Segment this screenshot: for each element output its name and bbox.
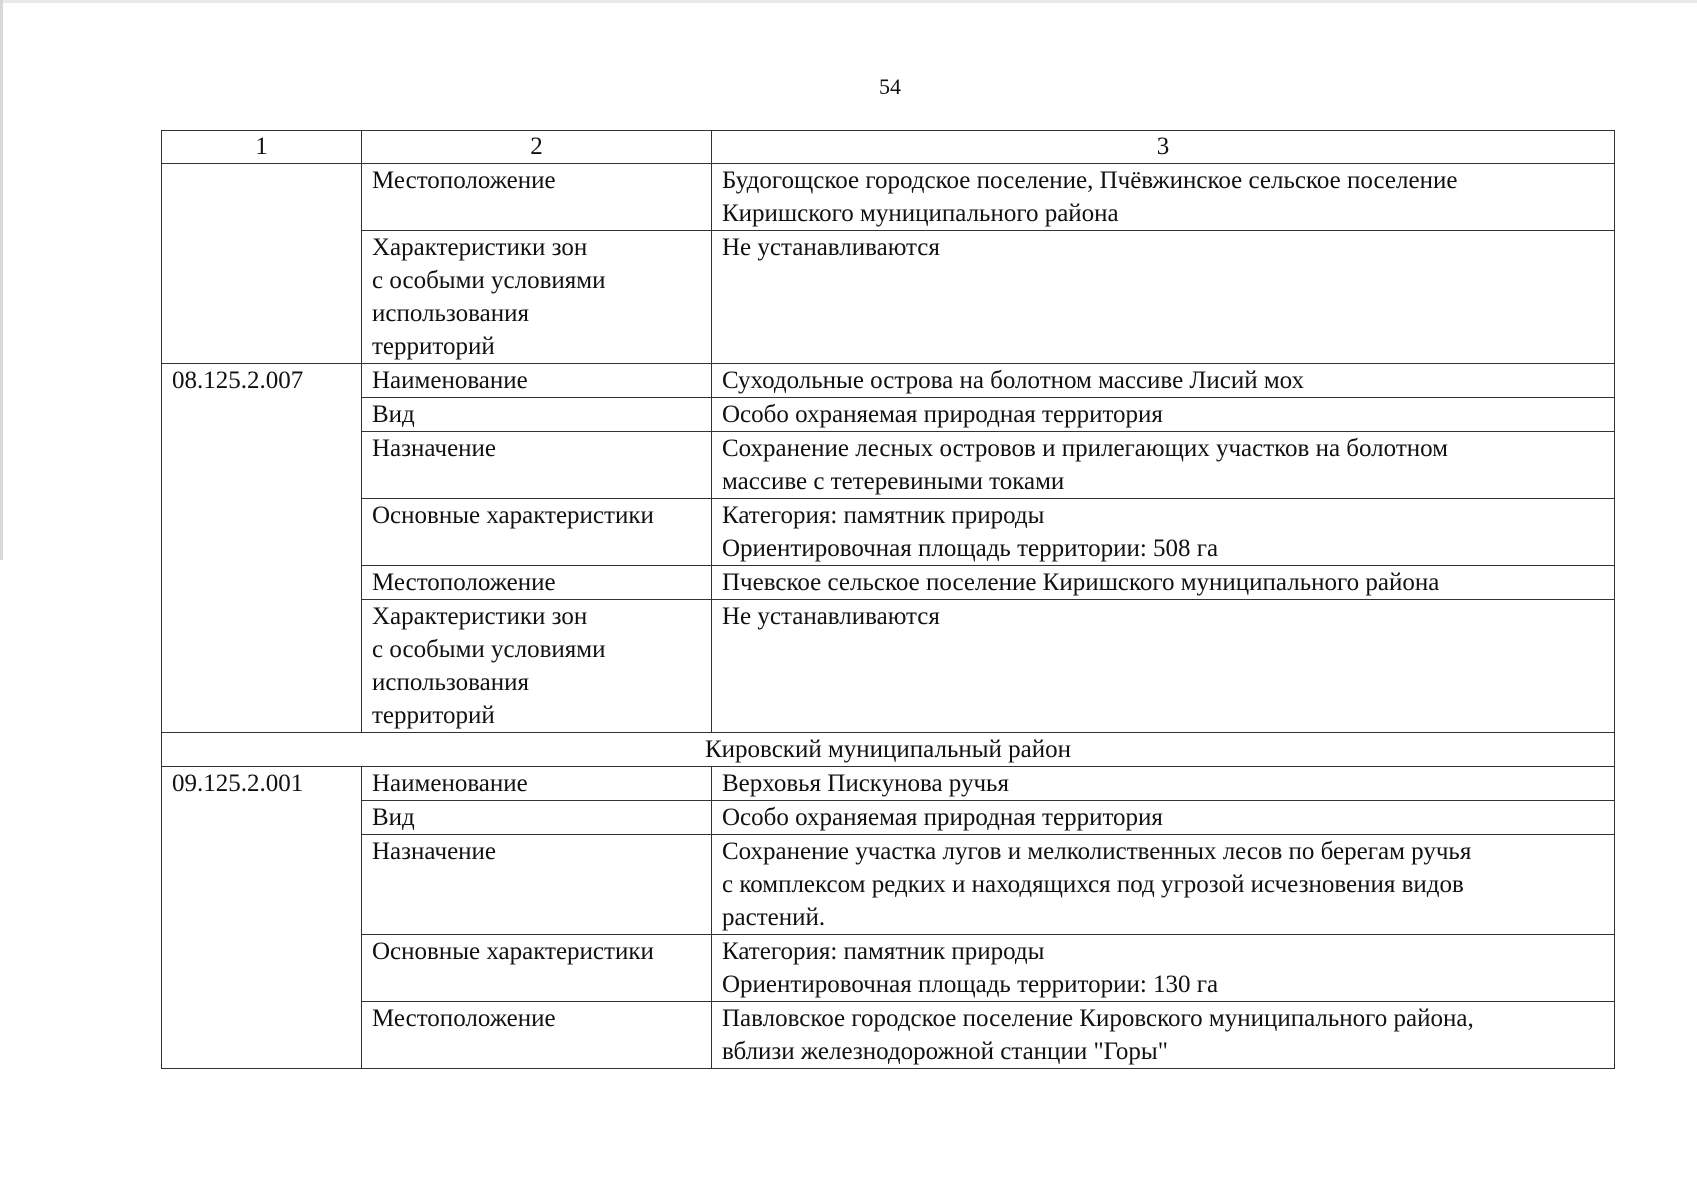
table-row [162, 935, 1615, 1002]
row-label-line: Наименование [372, 367, 528, 394]
row-label [362, 935, 712, 1002]
row-value [712, 767, 1615, 801]
row-label-line: Характеристики зон [372, 603, 588, 630]
row-label-line: Местоположение [372, 569, 556, 596]
row-label-line: Наименование [372, 770, 528, 797]
row-label-line: использования [372, 300, 529, 327]
table-row [162, 231, 1615, 364]
row-value-line: Киришского муниципального района [722, 200, 1119, 227]
register-table-body [162, 131, 1615, 1069]
row-value-line: Верховья Пискунова ручья [722, 770, 1009, 797]
row-value-line: вблизи железнодорожной станции "Горы" [722, 1038, 1168, 1065]
column-header-2: 2 [362, 131, 712, 164]
object-code-empty [162, 164, 362, 364]
row-label [362, 432, 712, 499]
table-row [162, 600, 1615, 733]
table-row [162, 364, 1615, 398]
row-label-line: Назначение [372, 435, 497, 462]
scan-top-edge [0, 0, 1697, 3]
row-value [712, 935, 1615, 1002]
row-value-line: Суходольные острова на болотном массиве Лисий мох [722, 367, 1305, 394]
row-label [362, 566, 712, 600]
table-row [162, 1002, 1615, 1069]
row-label-line: территорий [372, 702, 495, 729]
row-value-line: Категория: памятник природы [722, 502, 1045, 529]
row-value-line: Особо охраняемая природная территория [722, 401, 1163, 428]
row-value-line: Пчевское сельское поселение Киришского муниципального района [722, 569, 1440, 596]
row-label [362, 398, 712, 432]
section-row [162, 733, 1615, 767]
row-value-line: Ориентировочная площадь территории: 130 га [722, 971, 1219, 998]
row-label-line: Вид [372, 804, 415, 831]
row-value [712, 600, 1615, 733]
object-code: 09.125.2.001 [162, 767, 362, 1069]
section-title: Кировский муниципальный район [162, 733, 1615, 767]
row-label-line: территорий [372, 333, 495, 360]
row-value-line: с комплексом редких и находящихся под угрозой исчезновения видов [722, 871, 1464, 898]
row-label [362, 1002, 712, 1069]
row-label [362, 801, 712, 835]
row-label-line: Местоположение [372, 1005, 556, 1032]
table-row [162, 398, 1615, 432]
row-value-line: растений. [722, 904, 826, 931]
row-value-line: Павловское городское поселение Кировского муниципального района, [722, 1005, 1474, 1032]
row-value [712, 835, 1615, 935]
row-value-line: Ориентировочная площадь территории: 508 га [722, 535, 1219, 562]
table-row [162, 164, 1615, 231]
row-label-line: Вид [372, 401, 415, 428]
row-value [712, 499, 1615, 566]
row-value-line: Не устанавливаются [722, 234, 940, 261]
table-row [162, 801, 1615, 835]
table-row [162, 566, 1615, 600]
column-header-1: 1 [162, 131, 362, 164]
row-value [712, 364, 1615, 398]
table-row [162, 499, 1615, 566]
row-label [362, 231, 712, 364]
table-row [162, 835, 1615, 935]
row-label [362, 835, 712, 935]
column-header-3: 3 [712, 131, 1615, 164]
register-table [161, 130, 1615, 1069]
row-value [712, 432, 1615, 499]
page-number: 54 [879, 74, 901, 99]
row-label-line: с особыми условиями [372, 636, 606, 663]
table-row [162, 432, 1615, 499]
row-label [362, 499, 712, 566]
row-value-line: Особо охраняемая природная территория [722, 804, 1163, 831]
row-label-line: Основные характеристики [372, 502, 654, 529]
row-value-line: Категория: памятник природы [722, 938, 1045, 965]
row-label [362, 767, 712, 801]
row-value [712, 566, 1615, 600]
row-label [362, 600, 712, 733]
row-value-line: Будогощское городское поселение, Пчёвжинское сельское поселение [722, 167, 1458, 194]
header-row [162, 131, 1615, 164]
row-label-line: Основные характеристики [372, 938, 654, 965]
row-label-line: Назначение [372, 838, 497, 865]
row-value-line: Сохранение участка лугов и мелколиственных лесов по берегам ручья [722, 838, 1472, 865]
row-value [712, 231, 1615, 364]
row-label-line: использования [372, 669, 529, 696]
row-value-line: массиве с тетеревиными токами [722, 468, 1065, 495]
row-label-line: Местоположение [372, 167, 556, 194]
table-row [162, 767, 1615, 801]
row-value [712, 1002, 1615, 1069]
row-value-line: Сохранение лесных островов и прилегающих участков на болотном [722, 435, 1448, 462]
row-value [712, 801, 1615, 835]
row-value [712, 164, 1615, 231]
object-code: 08.125.2.007 [162, 364, 362, 733]
row-label-line: Характеристики зон [372, 234, 588, 261]
row-label [362, 164, 712, 231]
row-value-line: Не устанавливаются [722, 603, 940, 630]
row-label [362, 364, 712, 398]
row-label-line: с особыми условиями [372, 267, 606, 294]
row-value [712, 398, 1615, 432]
